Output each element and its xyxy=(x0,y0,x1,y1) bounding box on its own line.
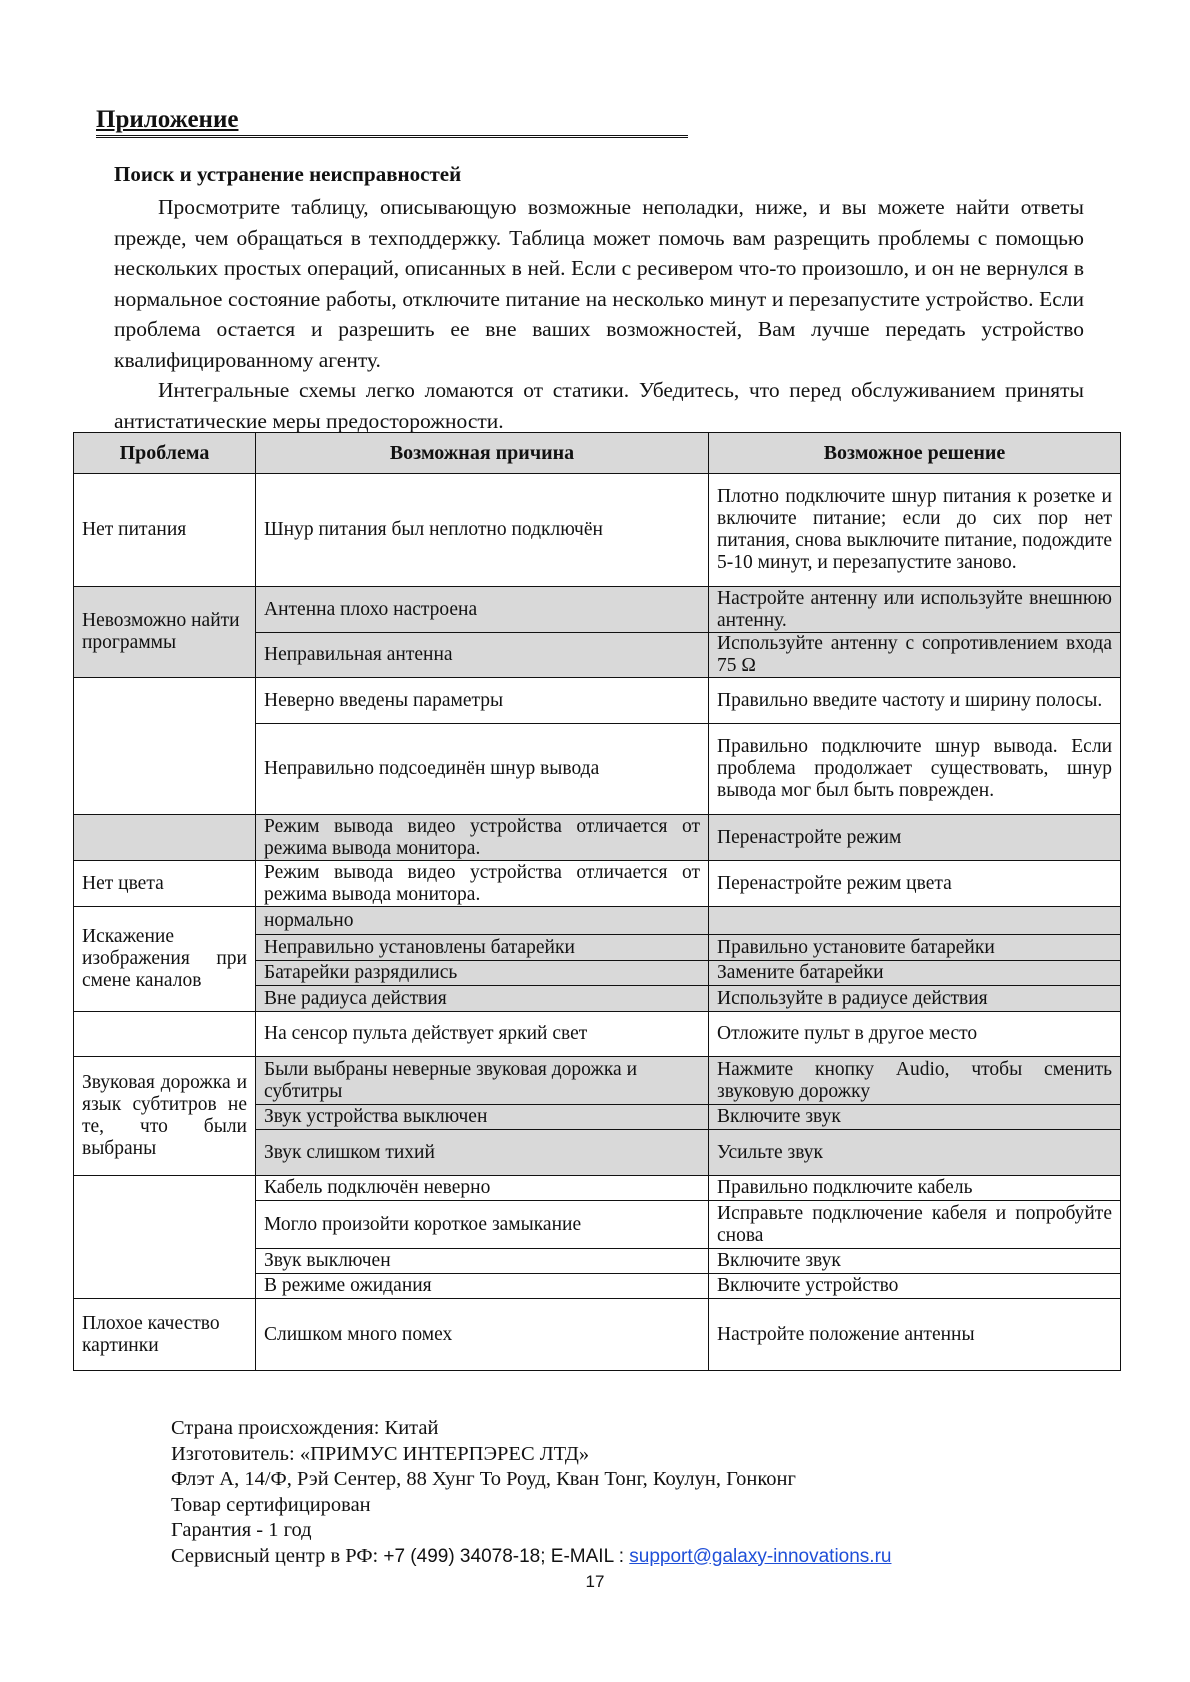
table-row xyxy=(74,1057,1121,1105)
header-solution: Возможное решение xyxy=(709,433,1121,474)
service-label: Сервисный центр в РФ: xyxy=(171,1544,384,1567)
table-row xyxy=(74,587,1121,633)
intro-paragraph: Интегральные схемы легко ломаются от статики. Убедитесь, что перед обслуживанием приняты антистатические меры предосторожности. xyxy=(114,378,1084,433)
table-row xyxy=(74,815,1121,861)
solution-cell xyxy=(709,907,1121,935)
solution-cell: Перенастройте режим цвета xyxy=(709,861,1121,907)
page-number: 17 xyxy=(585,1572,605,1591)
manufacturer-info xyxy=(171,1416,891,1569)
solution-cell: Правильно подключите кабель xyxy=(709,1176,1121,1201)
page-title: Приложение xyxy=(96,106,688,138)
table-row xyxy=(74,1012,1121,1057)
solution-cell: Плотно подключите шнур питания к розетке и включите питание; если до сих пор нет питания, снова выключите питание, подождите 5-10 минут, и перезапустите заново. xyxy=(709,474,1121,587)
problem-cell: Нет питания xyxy=(74,474,256,587)
cause-cell: Неверно введены параметры xyxy=(256,678,709,724)
problem-cell: Невозможно найти программы xyxy=(74,587,256,678)
solution-cell: Включите устройство xyxy=(709,1274,1121,1299)
service-center xyxy=(171,1544,891,1570)
cause-cell: Режим вывода видео устройства отличается от режима вывода монитора. xyxy=(256,815,709,861)
cause-cell: На сенсор пульта действует яркий свет xyxy=(256,1012,709,1057)
table-row xyxy=(74,1176,1121,1201)
cause-cell: нормально xyxy=(256,907,709,935)
header-problem: Проблема xyxy=(74,433,256,474)
cause-cell: Батарейки разрядились xyxy=(256,961,709,986)
table-header-row xyxy=(74,433,1121,474)
solution-cell: Замените батарейки xyxy=(709,961,1121,986)
cause-cell: Были выбраны неверные звуковая дорожка и субтитры xyxy=(256,1057,709,1105)
section-subtitle: Поиск и устранение неисправностей xyxy=(114,162,462,186)
cause-cell: Неправильно подсоединён шнур вывода xyxy=(256,724,709,815)
table-row xyxy=(74,474,1121,587)
cause-cell: Режим вывода видео устройства отличается от режима вывода монитора. xyxy=(256,861,709,907)
solution-cell: Перенастройте режим xyxy=(709,815,1121,861)
certification: Товар сертифицирован xyxy=(171,1493,371,1516)
cause-cell: Неправильно установлены батарейки xyxy=(256,935,709,961)
cause-cell: Звук выключен xyxy=(256,1249,709,1274)
cause-cell: Шнур питания был неплотно подключён xyxy=(256,474,709,587)
problem-cell: Нет цвета xyxy=(74,861,256,907)
manufacturer: Изготовитель: «ПРИМУС ИНТЕРПЭРЕС ЛТД» xyxy=(171,1442,590,1465)
intro-paragraph: Просмотрите таблицу, описывающую возможные неполадки, ниже, и вы можете найти ответы прежде, чем обращаться в техподдержку. Таблица может помочь вам разрещить проблемы с помощью нескольких простых операций, описанных в ней. Если с ресивером что-то произошло, и он не вернулся в нормальное состояние работы, отключите питание на несколько минут и перезапустите устройство. Если проблема остается и разрешить ее вне ваших возможностей, Вам лучше передать устройство квалифицированному агенту. xyxy=(114,195,1084,372)
problem-cell xyxy=(74,678,256,815)
solution-cell: Настройте положение антенны xyxy=(709,1299,1121,1371)
cause-cell: В режиме ожидания xyxy=(256,1274,709,1299)
manufacturer-address: Флэт А, 14/Ф, Рэй Сентер, 88 Хунг То Роуд, Кван Тонг, Коулун, Гонконг xyxy=(171,1468,796,1490)
cause-cell: Слишком много помех xyxy=(256,1299,709,1371)
table-row xyxy=(74,861,1121,907)
problem-cell: Искажение изображения при смене каналов xyxy=(74,907,256,1012)
cause-cell: Звук устройства выключен xyxy=(256,1105,709,1130)
cause-cell: Вне радиуса действия xyxy=(256,986,709,1012)
cause-cell: Кабель подключён неверно xyxy=(256,1176,709,1201)
warranty: Гарантия - 1 год xyxy=(171,1519,312,1541)
solution-cell: Усильте звук xyxy=(709,1130,1121,1176)
table-row xyxy=(74,907,1121,935)
solution-cell: Правильно введите частоту и ширину полосы. xyxy=(709,678,1121,724)
cause-cell: Звук слишком тихий xyxy=(256,1130,709,1176)
solution-cell: Используйте антенну с сопротивлением входа 75 Ω xyxy=(709,633,1121,678)
problem-cell xyxy=(74,815,256,861)
table-row xyxy=(74,678,1121,724)
solution-cell: Включите звук xyxy=(709,1105,1121,1130)
service-email-link[interactable]: support@galaxy-innovations.ru xyxy=(629,1545,892,1567)
origin-country: Страна происхождения: Китай xyxy=(171,1417,439,1439)
solution-cell: Включите звук xyxy=(709,1249,1121,1274)
header-cause: Возможная причина xyxy=(256,433,709,474)
problem-cell: Звуковая дорожка и язык субтитров не те, что были выбраны xyxy=(74,1057,256,1176)
troubleshooting-table xyxy=(73,432,1121,1371)
solution-cell: Отложите пульт в другое место xyxy=(709,1012,1121,1057)
solution-cell: Исправьте подключение кабеля и попробуйте снова xyxy=(709,1201,1121,1249)
solution-cell: Нажмите кнопку Audio, чтобы сменить звуковую дорожку xyxy=(709,1057,1121,1105)
solution-cell: Настройте антенну или используйте внешнюю антенну. xyxy=(709,587,1121,633)
intro-text xyxy=(114,192,1084,436)
cause-cell: Антенна плохо настроена xyxy=(256,587,709,633)
solution-cell: Правильно подключите шнур вывода. Если проблема продолжает существовать, шнур вывода мог был быть поврежден. xyxy=(709,724,1121,815)
problem-cell xyxy=(74,1012,256,1057)
cause-cell: Могло произойти короткое замыкание xyxy=(256,1201,709,1249)
solution-cell: Используйте в радиусе действия xyxy=(709,986,1121,1012)
table-row xyxy=(74,1299,1121,1371)
solution-cell: Правильно установите батарейки xyxy=(709,935,1121,961)
cause-cell: Неправильная антенна xyxy=(256,633,709,678)
service-phone: +7 (499) 34078-18; E-MAIL : xyxy=(383,1545,630,1567)
problem-cell: Плохое качество картинки xyxy=(74,1299,256,1371)
problem-cell xyxy=(74,1176,256,1299)
